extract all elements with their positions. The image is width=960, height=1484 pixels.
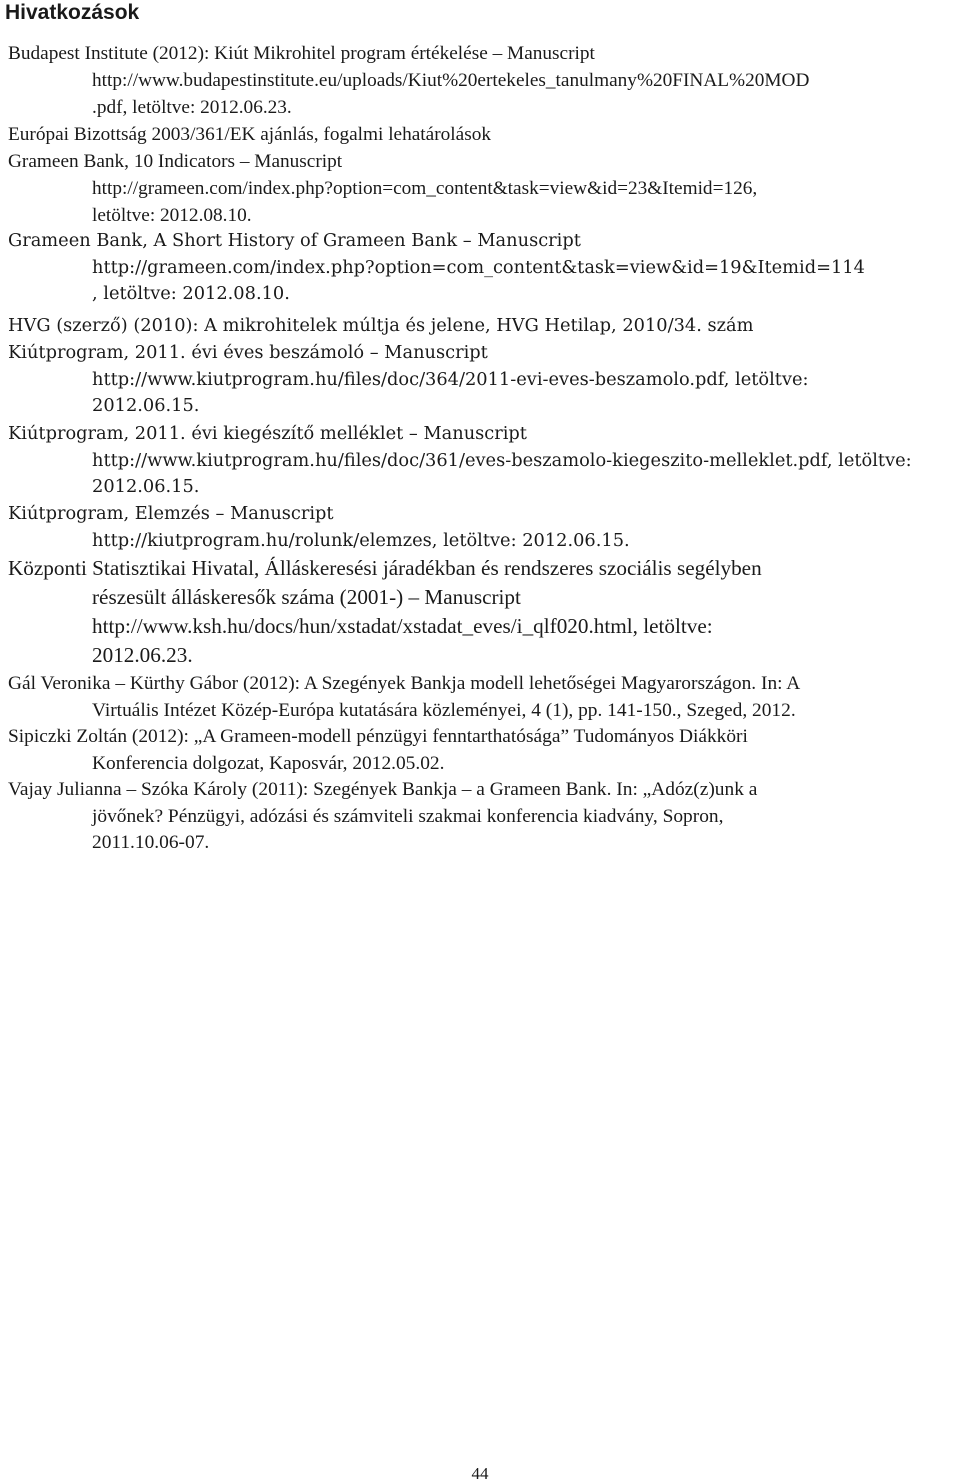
reference-ksh bbox=[8, 554, 762, 670]
reference-line: jövőnek? Pénzügyi, adózási és számviteli szakmai konferencia kiadvány, Sopron, bbox=[92, 805, 724, 827]
page-number: 44 bbox=[471, 1464, 489, 1483]
reference-line: Kiútprogram, Elemzés – Manuscript bbox=[8, 503, 334, 524]
reference-line: Központi Statisztikai Hivatal, Álláskeresési járadékban és rendszeres szociális segélyben bbox=[8, 556, 762, 580]
reference-line: 2011.10.06-07. bbox=[92, 832, 210, 853]
reference-sipiczki bbox=[8, 724, 748, 777]
reference-line: Sipiczki Zoltán (2012): „A Grameen-modell pénzügyi fenntarthatósága” Tudományos Diákköri bbox=[8, 726, 748, 747]
reference-line: , letöltve: 2012.08.10. bbox=[92, 283, 290, 304]
reference-line: 2012.06.15. bbox=[92, 395, 200, 416]
reference-kiutprogram-melleklet bbox=[8, 421, 912, 501]
reference-url: http://www.ksh.hu/docs/hun/xstadat/xstadat_eves/i_qlf020.html, letöltve: bbox=[92, 614, 713, 638]
page-heading: Hivatkozások bbox=[5, 1, 140, 24]
reference-url: http://www.kiutprogram.hu/files/doc/364/2011-evi-eves-beszamolo.pdf, letöltve: bbox=[92, 368, 809, 390]
reference-line: Kiútprogram, 2011. évi kiegészítő melléklet – Manuscript bbox=[8, 423, 527, 444]
reference-line: Grameen Bank, A Short History of Grameen Bank – Manuscript bbox=[8, 230, 581, 251]
reference-line: letöltve: 2012.08.10. bbox=[92, 205, 252, 226]
reference-line: Budapest Institute (2012): Kiút Mikrohitel program értékelése – Manuscript bbox=[8, 43, 595, 64]
reference-url: http://www.budapestinstitute.eu/uploads/Kiut%20ertekeles_tanulmany%20FINAL%20MOD bbox=[92, 70, 810, 91]
reference-vajay-szoka bbox=[8, 777, 757, 857]
reference-line: .pdf, letöltve: 2012.06.23. bbox=[92, 97, 292, 118]
reference-grameen-history bbox=[8, 228, 865, 308]
reference-url: http://www.kiutprogram.hu/files/doc/361/eves-beszamolo-kiegeszito-melleklet.pdf, letöltve: bbox=[92, 449, 912, 471]
reference-line: 2012.06.15. bbox=[92, 476, 200, 497]
reference-line: Európai Bizottság 2003/361/EK ajánlás, fogalmi lehatárolások bbox=[8, 124, 491, 145]
reference-line: 2012.06.23. bbox=[92, 643, 193, 667]
reference-line: Kiútprogram, 2011. évi éves beszámoló – Manuscript bbox=[8, 342, 488, 363]
reference-line: Gál Veronika – Kürthy Gábor (2012): A Szegények Bankja modell lehetőségei Magyarországon. In: A bbox=[8, 673, 801, 694]
reference-line: Virtuális Intézet Közép-Európa kutatására közleményei, 4 (1), pp. 141-150., Szeged, 2012. bbox=[92, 699, 796, 721]
reference-url: http://grameen.com/index.php?option=com_content&task=view&id=23&Itemid=126, bbox=[92, 178, 758, 199]
reference-line: Grameen Bank, 10 Indicators – Manuscript bbox=[8, 151, 343, 172]
reference-budapest-institute bbox=[8, 40, 809, 121]
reference-grameen-indicators bbox=[8, 148, 757, 229]
reference-hvg bbox=[8, 313, 753, 340]
reference-line: Vajay Julianna – Szóka Károly (2011): Szegények Bankja – a Grameen Bank. In: „Adóz(z)unk a bbox=[8, 779, 758, 800]
reference-url: http://grameen.com/index.php?option=com_content&task=view&id=19&Itemid=114 bbox=[92, 256, 865, 278]
reference-kiutprogram-elemzes bbox=[8, 501, 630, 554]
reference-url: http://kiutprogram.hu/rolunk/elemzes, letöltve: 2012.06.15. bbox=[92, 529, 630, 551]
reference-gal-kurthy bbox=[8, 671, 800, 724]
reference-europai-bizottsag bbox=[8, 121, 491, 148]
reference-line: Konferencia dolgozat, Kaposvár, 2012.05.02. bbox=[92, 752, 445, 774]
reference-line: részesült álláskeresők száma (2001-) – Manuscript bbox=[92, 585, 521, 609]
reference-kiutprogram-beszamolo bbox=[8, 340, 809, 420]
reference-line: HVG (szerző) (2010): A mikrohitelek múltja és jelene, HVG Hetilap, 2010/34. szám bbox=[8, 315, 754, 336]
